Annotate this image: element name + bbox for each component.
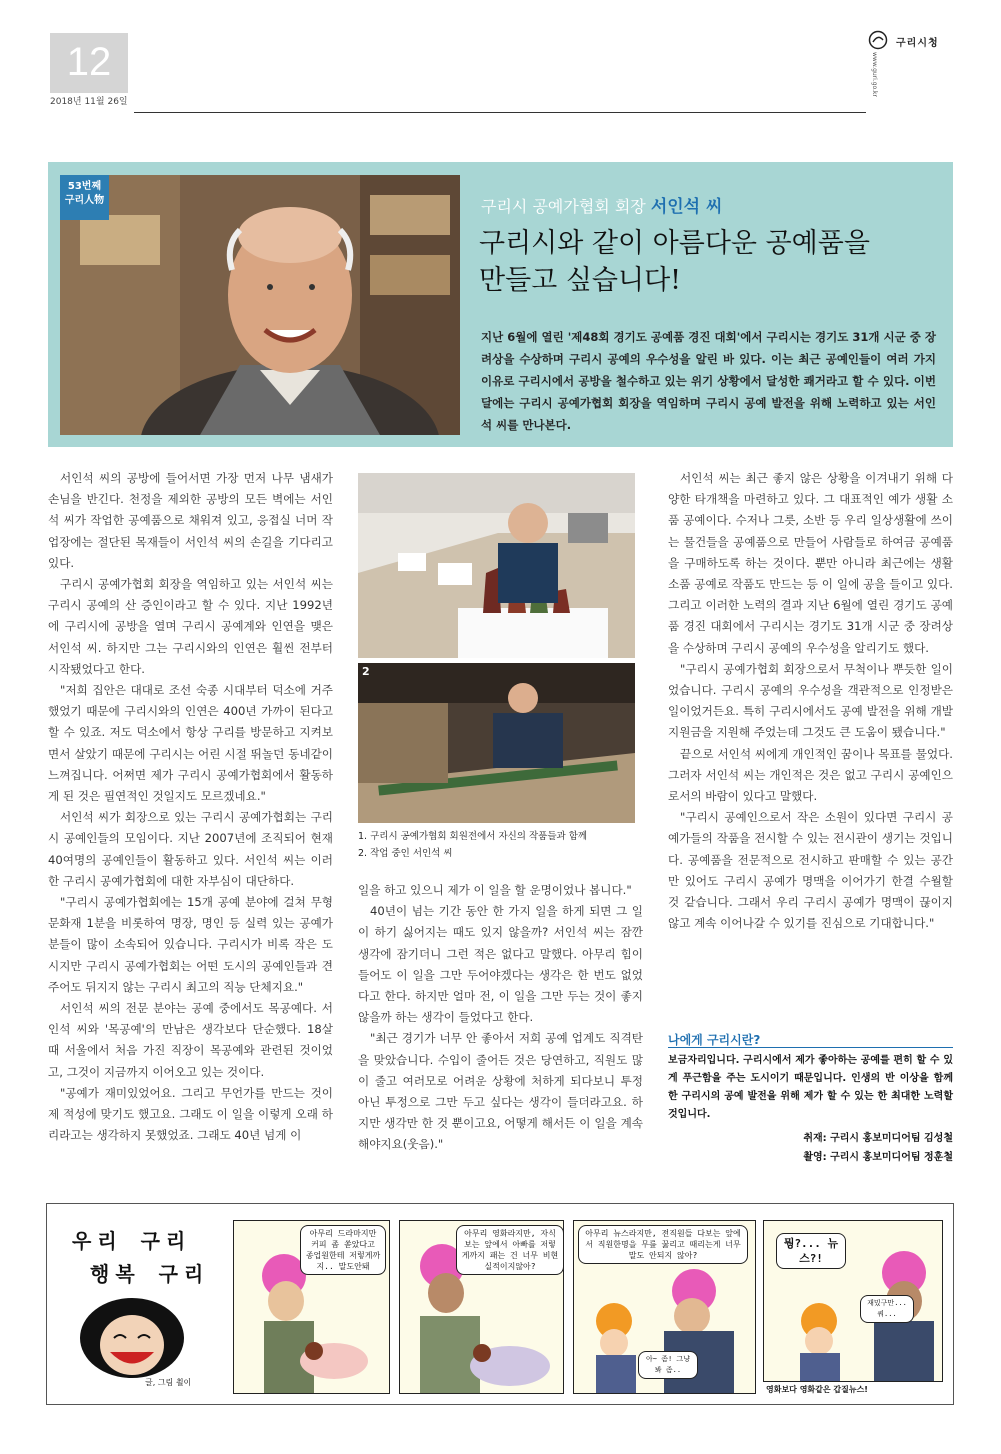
guri-logo-icon (868, 30, 888, 50)
paragraph: 구리시 공예가협회 회장을 역임하고 있는 서인석 씨는 구리시 공예의 산 증인이라고 할 수 있다. 지난 1992년에 구리시에 공방을 열며 구리시 공예계와 인연을 맺은 서인석 씨. 하지만 그는 구리시와의 인연은 훨씬 전부터 시작됐었다고 한다. (48, 577, 333, 676)
kicker (481, 192, 722, 217)
headline-line-2: 만들고 싶습니다! (479, 265, 682, 296)
comic-panel-4 (763, 1220, 943, 1382)
paragraph: 40년이 넘는 기간 동안 한 가지 일을 하게 되면 그 일이 하기 싫어지는 때도 있지 않을까? 서인석 씨는 잠깐 생각에 잠기더니 그런 적은 없다고 말했다. 아무리 힘이 들어도 이 일을 그만 두어야겠다는 생각은 한 번도 없었다고 한다. 하지만 얼마 전, 이 일을 그만 두는 것이 좋지 않을까 하는 생각이 들었다고 한다. (358, 904, 643, 1025)
header-divider (134, 112, 866, 113)
comic-author: 글, 그림 쵤이 (145, 1378, 192, 1387)
article-column-3 (668, 468, 953, 934)
panel-3-speech-bubble: 아무리 뉴스라지만, 전직원들 다보는 앞에서 직원한명을 무릎 꿇리고 때리는게 너무 말도 안되지 않아? (578, 1225, 748, 1264)
caption-line-2: 2. 작업 중인 서인석 씨 (358, 848, 453, 859)
paragraph: "구리시 공예가협회에는 15개 공예 분야에 걸쳐 무형문화재 1분을 비롯하여 명장, 명인 등 실력 있는 공예가분들이 많이 소속되어 있습니다. 구리시가 비록 작은 도시지만 구리시 공예가협회는 어떤 도시의 공예인들과 견주어도 뒤지지 않는 구리시 최고의 직능 단체지요." (48, 895, 333, 994)
comic-panel-1 (233, 1220, 390, 1394)
photo-number: 2 (362, 665, 370, 678)
workshop-illustration (358, 663, 635, 823)
page-number: 12 (66, 40, 112, 84)
caption-line-1: 1. 구리시 공예가협회 회원전에서 자신의 작품들과 함께 (358, 831, 588, 842)
panel-2-speech-bubble: 아무리 영화라지만, 자식보는 앞에서 아빠를 저렇게까지 패는 건 너무 비현실적이지않아? (456, 1225, 564, 1275)
exhibition-illustration (358, 473, 635, 658)
credit-photographer: 촬영: 구리시 홍보미디어팀 정훈철 (803, 1152, 953, 1163)
comic-character-icon (70, 1290, 200, 1380)
paragraph: 서인석 씨가 회장으로 있는 구리시 공예가협회는 구리시 공예인들의 모임이다. 지난 2007년에 조직되어 현재 40여명의 공예인들이 활동하고 있다. 서인석 씨는 이러한 구리시 공예가협회에 대한 자부심이 대단하다. (48, 810, 333, 888)
paragraph: 끝으로 서인석 씨에게 개인적인 꿈이나 목표를 물었다. 그러자 서인석 씨는 개인적은 것은 없고 구리시 공예인으로서의 바람이 있다고 말했다. (668, 746, 953, 804)
city-hall-name: 구리시청 (896, 38, 939, 49)
paragraph: "최근 경기가 너무 안 좋아서 저희 공예 업계도 직격탄을 맞았습니다. 수입이 줄어든 것은 당연하고, 직원도 많이 줄고 여러모로 어려운 상황에 처하게 되다보니 투정 아닌 투정으로 그만 두고 싶다는 생각이 들더라고요. 하지만 생각만 한 것 뿐이고요, 어떻게 해서든 이 일을 계속 해야지요(웃음)." (358, 1031, 643, 1152)
badge-number: 53번째 (67, 181, 102, 192)
comic-panel-2 (399, 1220, 564, 1394)
headline-line-1: 구리시와 같이 아름다운 공예품을 (479, 228, 870, 259)
panel-4-small-bubble: 재밌구만... 쿼... (860, 1295, 914, 1323)
portrait-photo (60, 175, 460, 435)
series-badge (60, 175, 109, 220)
sidebar-body: 보금자리입니다. 구리시에서 제가 좋아하는 공예를 편히 할 수 있게 푸근함을 주는 도시이기 때문입니다. 인생의 반 이상을 함께 한 구리시의 공예 발전을 위해 제가 할 수 있는 한 최대한 노력할 것입니다. (668, 1055, 953, 1120)
portrait-illustration (60, 175, 460, 435)
headline (479, 225, 939, 299)
panel-4-speech-bubble: 뭥?... 뉴스?! (776, 1233, 846, 1269)
paragraph: 일을 하고 있으니 제가 이 일을 할 운명이었나 봅니다." (358, 883, 632, 897)
panel-3-small-bubble: 아~ 좀! 그냥 봐 좀.. (638, 1351, 698, 1379)
kicker-name: 서인석 씨 (650, 197, 723, 217)
comic-caption: 영화보다 영화같은 갑질뉴스! (766, 1385, 868, 1394)
sidebar-title: 나에게 구리시란? (668, 1033, 761, 1047)
website-url: www.guri.go.kr (871, 52, 878, 97)
paragraph: 서인석 씨는 최근 좋지 않은 상황을 이겨내기 위해 다양한 타개책을 마련하고 있다. 그 대표적인 예가 생활 소품 공예이다. 수저나 그릇, 소반 등 우리 일상생활에 쓰이는 물건들을 공예품으로 만들어 사람들로 하여금 공예품을 구매하도록 하는 것이다. 뿐만 아니라 최근에는 생활 소품 공예로 작품도 만드는 등 이 일에 공을 들이고 있다. 그리고 이러한 노력의 결과 지난 6월에 열린 경기도 공예품 경진 대회에서 구리시는 경기도 31개 시군 중 장려상을 수상하며 구리시 공예의 우수성을 알리기도 했다. (668, 471, 953, 655)
photo-caption (358, 828, 643, 862)
article-column-2 (358, 880, 643, 1156)
exhibition-photo (358, 473, 635, 658)
paragraph: 서인석 씨의 공방에 들어서면 가장 먼저 나무 냄새가 손님을 반긴다. 천정을 제외한 공방의 모든 벽에는 서인석 씨가 작업한 공예품으로 채워져 있고, 응접실 너머 작업장에는 절단된 목재들이 서인석 씨의 손길을 기다리고 있다. (48, 471, 333, 570)
paragraph: "저희 집안은 대대로 조선 숙종 시대부터 덕소에 거주했었기 때문에 구리시와의 인연은 400년 가까이 된다고 할 수 있죠. 저도 덕소에서 항상 구리를 방문하고 지켜보면서 살았기 때문에 구리시는 어린 시절 뛰놀던 동네같이 느껴집니다. 어쩌면 제가 구리시 공예가협회에서 활동하게 된 것은 필연적인 것일지도 모르겠네요." (48, 683, 333, 804)
article-column-1 (48, 468, 333, 1147)
publication-date: 2018년 11월 26일 (50, 97, 128, 107)
paragraph: "공예가 재미있었어요. 그리고 무언가를 만드는 것이 제 적성에 맞기도 했고요. 그래도 이 일을 이렇게 오래 하리라고는 생각하지 못했었죠. 그래도 40년 넘게 이 (48, 1085, 333, 1143)
kicker-role: 구리시 공예가협회 회장 (481, 197, 646, 216)
workshop-photo (358, 663, 635, 823)
lede-paragraph: 지난 6월에 열린 '제48회 경기도 공예품 경진 대회'에서 구리시는 경기도 31개 시군 중 장려상을 수상하며 구리시 공예의 우수성을 알린 바 있다. 이는 최근 공예인들이 여러 가지 이유로 구리시에서 공방을 철수하고 있는 위기 상황에서 달성한 쾌거라고 할 수 있다. 이번 달에는 구리시 공예가협회 회장을 역임하며 구리시 공예 발전을 위해 노력하고 있는 서인석 씨를 만나본다. (481, 330, 936, 432)
badge-label: 구리人物 (64, 195, 105, 206)
credit-writer: 취재: 구리시 홍보미디어팀 김성철 (803, 1133, 953, 1144)
paragraph: 서인석 씨의 전문 분야는 공예 중에서도 목공예다. 서인석 씨와 '목공예'의 만남은 생각보다 단순했다. 18살 때 서울에서 처음 가진 직장이 목공예와 관련된 것이었고, 그것이 지금까지 이어오고 있는 것이다. (48, 1001, 333, 1079)
comic-panel-3 (573, 1220, 756, 1394)
panel-1-speech-bubble: 아무리 드라마지만 커피 좀 쏟았다고 종업원한테 저렇게까지.. 말도안돼 (300, 1225, 386, 1275)
comic-title-line-2: 행복 구리 (90, 1262, 210, 1286)
sidebar-divider (668, 1047, 953, 1048)
paragraph: "구리시 공예가협회 회장으로서 무척이나 뿌듯한 일이었습니다. 구리시 공예의 우수성을 객관적으로 인정받은 일이었거든요. 특히 구리시에서도 공예 발전을 위해 개발 지원금을 지원해 주었는데 그것도 큰 도움이 됐습니다." (668, 661, 953, 740)
comic-title-line-1: 우리 구리 (72, 1229, 192, 1253)
paragraph: "구리시 공예인으로서 작은 소원이 있다면 구리시 공예가들의 작품을 전시할 수 있는 전시관이 생기는 것입니다. 공예품을 전문적으로 전시하고 판매할 수 있는 공간만 있어도 구리시 공예가 명맥을 이어가기 한결 수월할 것 같습니다. 그래서 우리 구리시 공예가 명맥이 끊이지 않고 계속 이어나갈 수 있기를 진심으로 기대합니다." (668, 810, 953, 931)
